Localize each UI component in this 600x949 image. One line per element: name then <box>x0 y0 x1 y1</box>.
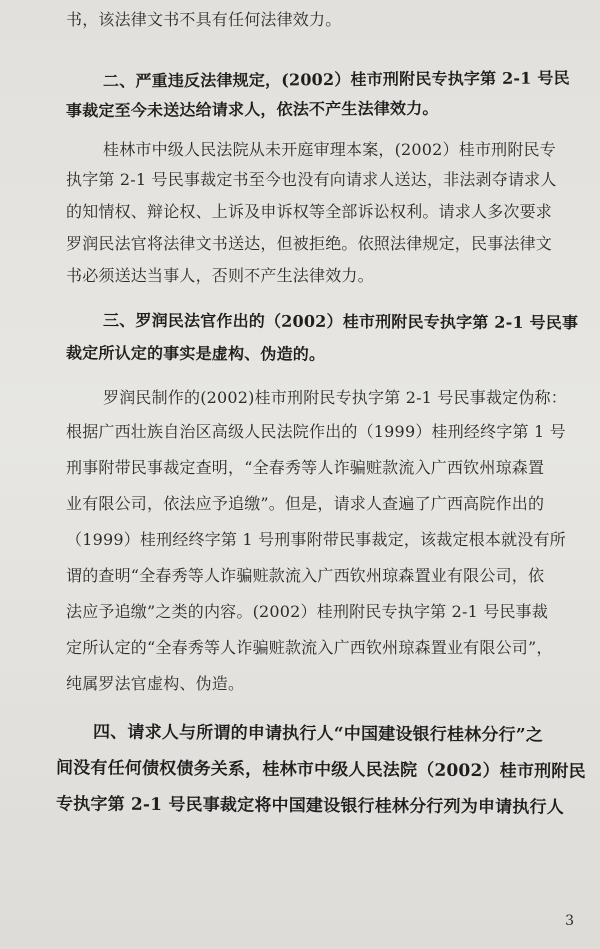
text-line: 罗润民制作的(2002)桂市刑附民专执字第 2-1 号民事裁定伪称： <box>103 388 567 407</box>
text-line: 书，该法律文书不具有任何法律效力。 <box>66 10 342 29</box>
text-line: 纯属罗法官虚构、伪造。 <box>66 674 245 693</box>
section-heading: 专执字第 2-1 号民事裁定将中国建设银行桂林分行列为申请执行人 <box>55 794 565 818</box>
page-number: 3 <box>565 913 574 929</box>
section-heading: 事裁定至今未送达给请求人，依法不产生法律效力。 <box>65 98 439 121</box>
text-line: 的知情权、辩论权、上诉及申诉权等全部诉讼权利。请求人多次要求 <box>66 202 553 221</box>
section-heading: 四、请求人与所谓的申请执行人“中国建设银行桂林分行”之 <box>92 722 544 746</box>
text-line: 刑事附带民事裁定查明，“全春秀等人诈骗赃款流入广西钦州琼森置 <box>66 458 545 477</box>
text-line: 桂林市中级人民法院从未开庭审理本案，(2002）桂市刑附民专 <box>103 140 556 159</box>
section-heading: 三、罗润民法官作出的（2002）桂市刑附民专执字第 2-1 号民事 <box>102 310 579 333</box>
text-line: 根据广西壮族自治区高级人民法院作出的（1999）桂刑经终字第 1 号 <box>66 422 566 441</box>
text-line: 罗润民法官将法律文书送达，但被拒绝。依照法律规定，民事法律文 <box>66 234 553 253</box>
section-heading: 裁定所认定的事实是虚构、伪造的。 <box>65 343 326 364</box>
text-line: 定所认定的“全春秀等人诈骗赃款流入广西钦州琼森置业有限公司”， <box>66 638 553 657</box>
section-heading: 二、严重违反法律规定，(2002）桂市刑附民专执字第 2-1 号民 <box>102 68 570 91</box>
text-line: 法应予追缴”之类的内容。(2002）桂刑附民专执字第 2-1 号民事裁 <box>66 602 549 621</box>
text-line: 执字第 2-1 号民事裁定书至今也没有向请求人送达，非法剥夺请求人 <box>66 170 557 189</box>
text-line: 书必须送达当事人，否则不产生法律效力。 <box>66 266 374 285</box>
text-line: （1999）桂刑经终字第 1 号刑事附带民事裁定，该裁定根本就没有所 <box>66 530 566 549</box>
text-line: 谓的查明“全春秀等人诈骗赃款流入广西钦州琼森置业有限公司，依 <box>66 566 545 585</box>
text-line: 业有限公司，依法应予追缴”。但是，请求人查遍了广西高院作出的 <box>66 494 545 513</box>
section-heading: 间没有任何债权债务关系，桂林市中级人民法院（2002）桂市刑附民 <box>55 758 586 782</box>
